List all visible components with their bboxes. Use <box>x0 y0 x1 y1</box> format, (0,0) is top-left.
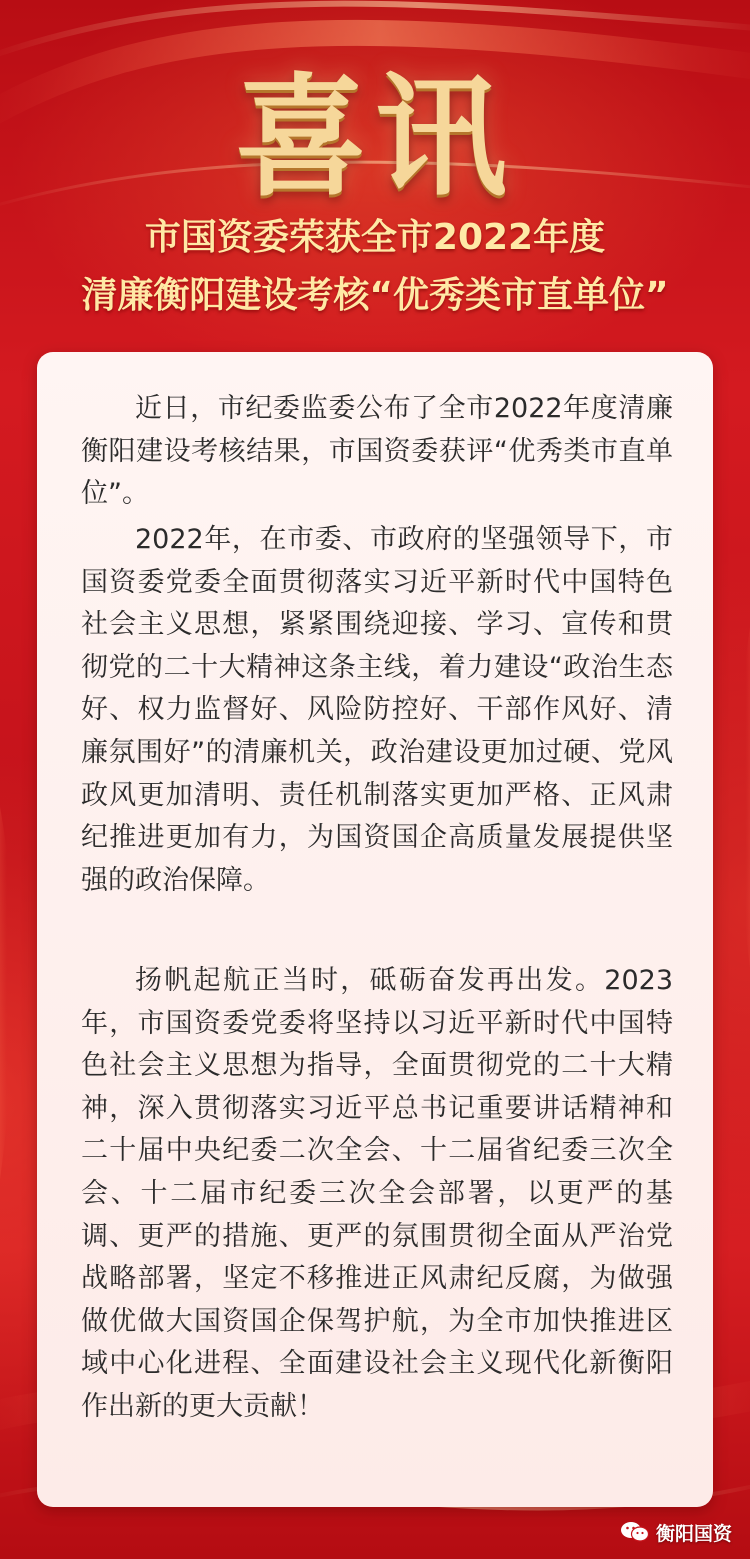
subtitle-line-1: 市国资委荣获全市2022年度 <box>144 217 606 258</box>
account-watermark <box>620 1519 732 1545</box>
wechat-icon <box>620 1520 650 1544</box>
account-name: 衡阳国资 <box>655 1522 732 1545</box>
article-paragraph-3: 扬帆起航正当时，砥砺奋发再出发。2023年，市国资委党委将坚持以习近平新时代中国特色社会主义思想为指导，全面贯彻党的二十大精神，深入贯彻落实习近平总书记重要讲话精神和二十届中央纪委二次全会、十二届省纪委三次全会、十二届市纪委三次全会部署，以更严的基调、更严的措施、更严的氛围贯彻全面从严治党战略部署，坚定不移推进正风肃纪反腐，为做强做优做大国资国企保驾护航，为全市加快推进区域中心化进程、全面建设社会主义现代化新衡阳作出新的更大贡献！ <box>81 965 673 1422</box>
article-card <box>37 352 713 1507</box>
article-paragraph-2: 2022年，在市委、市政府的坚强领导下，市国资委党委全面贯彻落实习近平新时代中国特色社会主义思想，紧紧围绕迎接、学习、宣传和贯彻党的二十大精神这条主线，着力建设“政治生态好、权力监督好、风险防控好、干部作风好、清廉氛围好”的清廉机关，政治建设更加过硬、党风政风更加清明、责任机制落实更加严格、正风肃纪推进更加有力，为国资国企高质量发展提供坚强的政治保障。 <box>81 524 673 896</box>
headline-title: 喜讯 <box>235 60 515 215</box>
subtitle-line-2: 清廉衡阳建设考核“优秀类市直单位” <box>81 275 669 316</box>
article-paragraph-1: 近日，市纪委监委公布了全市2022年度清廉衡阳建设考核结果，市国资委获评“优秀类市直单位”。 <box>81 393 673 510</box>
